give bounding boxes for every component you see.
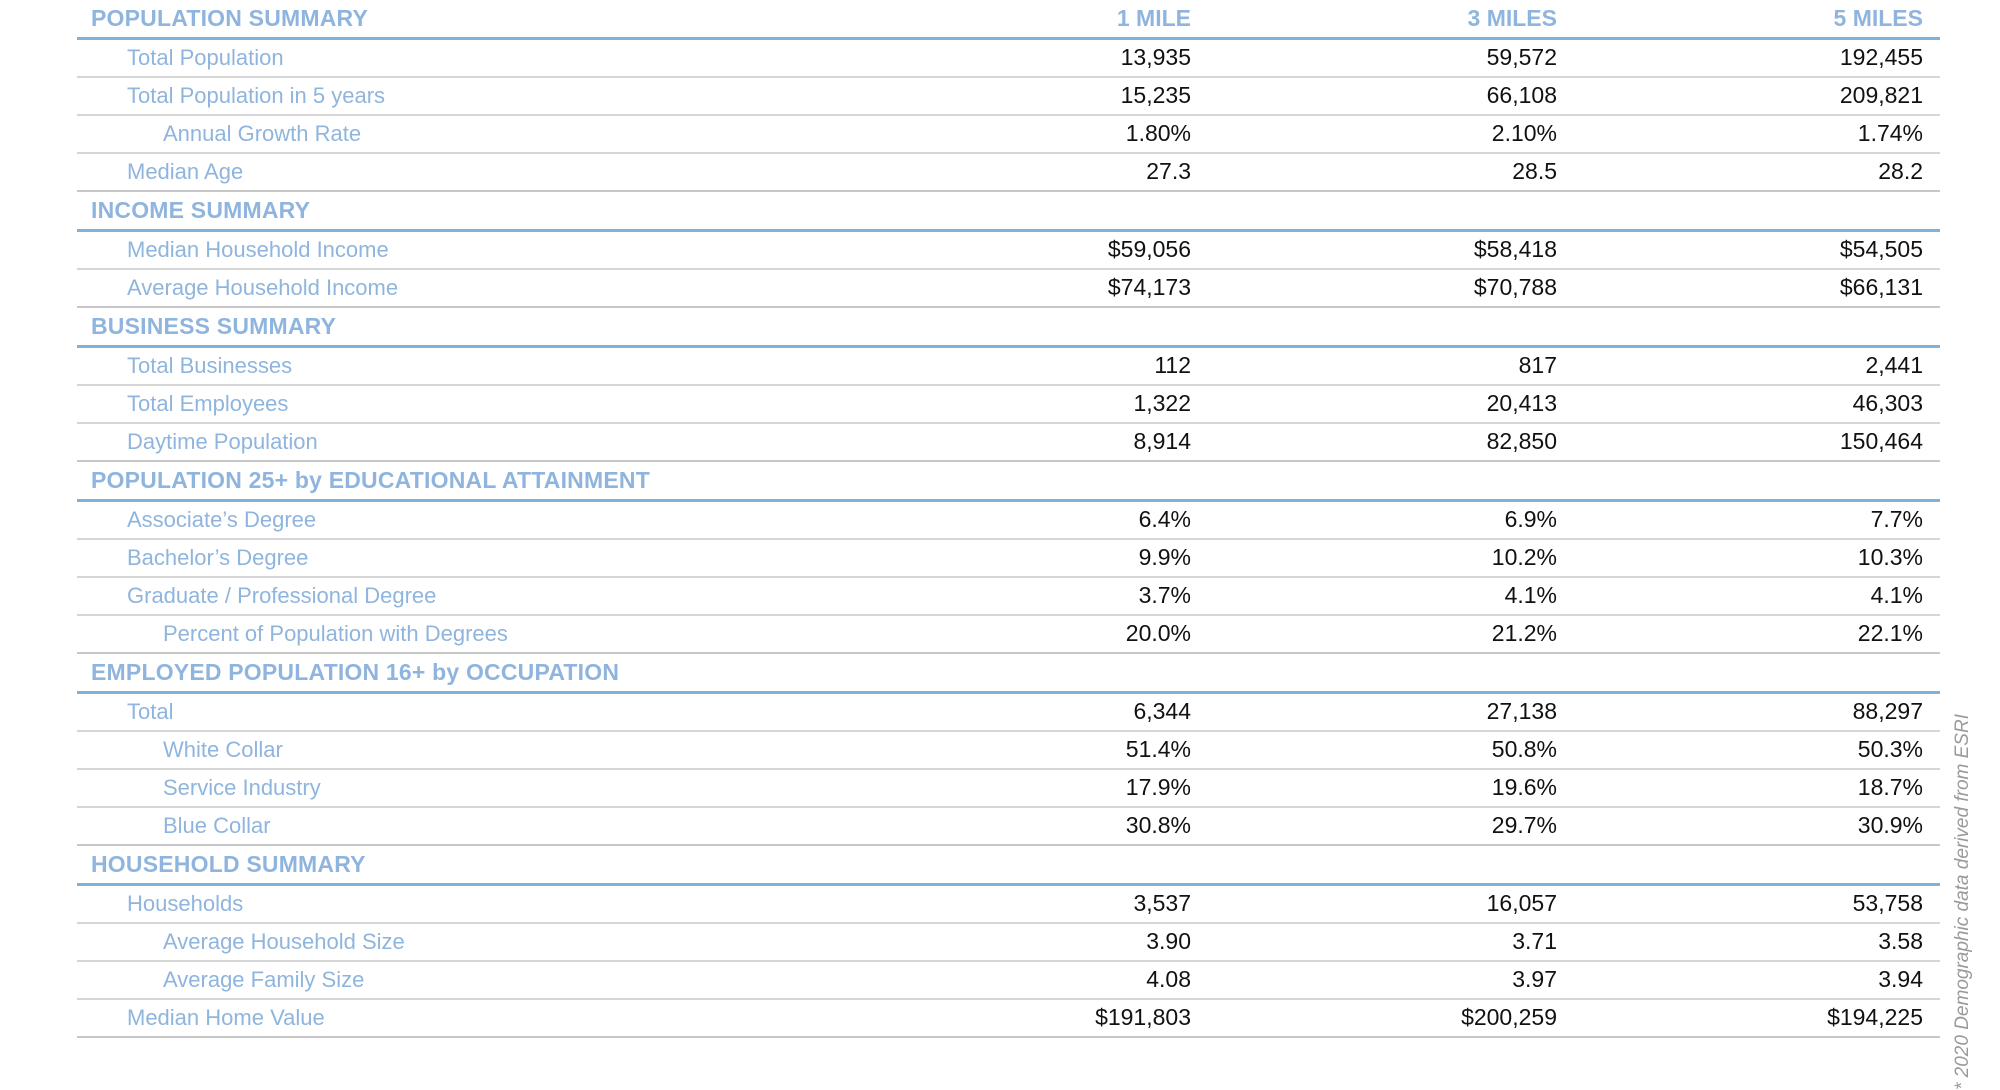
section-title: BUSINESS SUMMARY	[91, 313, 337, 339]
table-row	[77, 540, 1940, 578]
row-label: Median Age	[127, 159, 244, 184]
value-5-miles: 50.3%	[1857, 736, 1923, 762]
table-row	[77, 40, 1940, 78]
value-1-mile: 3,537	[1133, 890, 1191, 916]
value-1-mile: 8,914	[1133, 428, 1191, 454]
data-source-footnote: * 2020 Demographic data derived from ESRI	[1952, 714, 1973, 1090]
table-row	[77, 270, 1940, 308]
table-row	[77, 886, 1940, 924]
value-1-mile: 4.08	[1146, 966, 1191, 992]
table-row	[77, 732, 1940, 770]
row-label: Average Household Income	[127, 275, 399, 300]
row-label: Total	[127, 699, 174, 724]
row-label: Total Population in 5 years	[127, 83, 386, 108]
value-5-miles: 209,821	[1839, 82, 1923, 108]
section-title: HOUSEHOLD SUMMARY	[91, 851, 366, 877]
value-3-miles: 28.5	[1512, 158, 1557, 184]
value-1-mile: 9.9%	[1138, 544, 1191, 570]
row-label: Annual Growth Rate	[163, 121, 362, 146]
value-5-miles: $194,225	[1827, 1004, 1923, 1030]
column-header-1-mile: 1 MILE	[1116, 5, 1191, 31]
value-1-mile: $59,056	[1107, 236, 1191, 262]
row-label: Associate’s Degree	[127, 507, 317, 532]
value-1-mile: 6.4%	[1138, 506, 1191, 532]
value-5-miles: 10.3%	[1857, 544, 1923, 570]
value-3-miles: 3.71	[1512, 928, 1557, 954]
value-1-mile: 1,322	[1133, 390, 1191, 416]
section-header	[77, 0, 1940, 40]
column-header-3-miles: 3 MILES	[1467, 5, 1557, 31]
value-3-miles: 50.8%	[1491, 736, 1557, 762]
value-5-miles: $66,131	[1839, 274, 1923, 300]
table-row	[77, 116, 1940, 154]
value-5-miles: 46,303	[1852, 390, 1923, 416]
table-section	[77, 192, 1940, 308]
column-header-5-miles: 5 MILES	[1833, 5, 1923, 31]
value-5-miles: 7.7%	[1870, 506, 1923, 532]
section-header	[77, 308, 1940, 348]
row-label: Median Household Income	[127, 237, 389, 262]
value-3-miles: 4.1%	[1504, 582, 1557, 608]
value-1-mile: 20.0%	[1125, 620, 1191, 646]
section-title: INCOME SUMMARY	[91, 197, 311, 223]
value-3-miles: $70,788	[1473, 274, 1557, 300]
value-5-miles: $54,505	[1839, 236, 1923, 262]
value-3-miles: $58,418	[1473, 236, 1557, 262]
table-row	[77, 616, 1940, 654]
value-3-miles: 19.6%	[1491, 774, 1557, 800]
row-label: Total Population	[127, 45, 284, 70]
value-3-miles: 59,572	[1486, 44, 1557, 70]
table-section	[77, 308, 1940, 462]
value-5-miles: 1.74%	[1857, 120, 1923, 146]
section-header	[77, 462, 1940, 502]
table-row	[77, 924, 1940, 962]
table-row	[77, 1000, 1940, 1038]
value-1-mile: 17.9%	[1125, 774, 1191, 800]
value-1-mile: 13,935	[1120, 44, 1191, 70]
section-title: POPULATION SUMMARY	[91, 5, 369, 31]
value-5-miles: 3.94	[1878, 966, 1923, 992]
table-section	[77, 846, 1940, 1038]
value-3-miles: $200,259	[1461, 1004, 1557, 1030]
value-5-miles: 53,758	[1852, 890, 1923, 916]
section-title: POPULATION 25+ by EDUCATIONAL ATTAINMENT	[91, 467, 650, 493]
value-3-miles: 66,108	[1486, 82, 1557, 108]
value-5-miles: 30.9%	[1857, 812, 1923, 838]
value-3-miles: 21.2%	[1491, 620, 1557, 646]
table-row	[77, 232, 1940, 270]
demographics-table	[77, 0, 1940, 1038]
table-row	[77, 424, 1940, 462]
row-label: Graduate / Professional Degree	[127, 583, 437, 608]
row-label: Households	[127, 891, 244, 916]
table-row	[77, 808, 1940, 846]
table-row	[77, 694, 1940, 732]
value-5-miles: 22.1%	[1857, 620, 1923, 646]
value-5-miles: 88,297	[1852, 698, 1923, 724]
row-label: Average Household Size	[163, 929, 405, 954]
row-label: Total Businesses	[127, 353, 293, 378]
value-1-mile: 51.4%	[1125, 736, 1191, 762]
value-1-mile: $191,803	[1095, 1004, 1191, 1030]
value-5-miles: 3.58	[1878, 928, 1923, 954]
value-3-miles: 3.97	[1512, 966, 1557, 992]
value-3-miles: 10.2%	[1491, 544, 1557, 570]
row-label: Blue Collar	[163, 813, 271, 838]
value-5-miles: 150,464	[1839, 428, 1923, 454]
row-label: Daytime Population	[127, 429, 318, 454]
value-1-mile: 30.8%	[1125, 812, 1191, 838]
value-1-mile: 3.90	[1146, 928, 1191, 954]
row-label: Service Industry	[163, 775, 321, 800]
row-label: Percent of Population with Degrees	[163, 621, 508, 646]
section-header	[77, 846, 1940, 886]
value-3-miles: 27,138	[1486, 698, 1557, 724]
table-section	[77, 0, 1940, 192]
value-3-miles: 20,413	[1486, 390, 1557, 416]
table-section	[77, 654, 1940, 846]
value-3-miles: 6.9%	[1504, 506, 1557, 532]
value-1-mile: 3.7%	[1138, 582, 1191, 608]
table-row	[77, 348, 1940, 386]
value-3-miles: 29.7%	[1491, 812, 1557, 838]
section-header	[77, 192, 1940, 232]
table-row	[77, 78, 1940, 116]
value-1-mile: $74,173	[1107, 274, 1191, 300]
section-title: EMPLOYED POPULATION 16+ by OCCUPATION	[91, 659, 620, 685]
value-1-mile: 27.3	[1146, 158, 1191, 184]
table-section	[77, 462, 1940, 654]
table-row	[77, 578, 1940, 616]
row-label: Bachelor’s Degree	[127, 545, 309, 570]
table-row	[77, 962, 1940, 1000]
value-1-mile: 1.80%	[1125, 120, 1191, 146]
value-3-miles: 16,057	[1486, 890, 1557, 916]
value-3-miles: 2.10%	[1491, 120, 1557, 146]
value-3-miles: 817	[1518, 352, 1557, 378]
row-label: Average Family Size	[163, 967, 365, 992]
table-row	[77, 386, 1940, 424]
row-label: Total Employees	[127, 391, 289, 416]
value-1-mile: 112	[1154, 352, 1191, 378]
value-5-miles: 18.7%	[1857, 774, 1923, 800]
value-1-mile: 15,235	[1120, 82, 1191, 108]
value-5-miles: 2,441	[1865, 352, 1923, 378]
value-1-mile: 6,344	[1133, 698, 1191, 724]
value-3-miles: 82,850	[1486, 428, 1557, 454]
value-5-miles: 192,455	[1839, 44, 1923, 70]
table-row	[77, 770, 1940, 808]
row-label: White Collar	[163, 737, 283, 762]
table-row	[77, 502, 1940, 540]
row-label: Median Home Value	[127, 1005, 325, 1030]
table-row	[77, 154, 1940, 192]
value-5-miles: 28.2	[1878, 158, 1923, 184]
value-5-miles: 4.1%	[1870, 582, 1923, 608]
section-header	[77, 654, 1940, 694]
